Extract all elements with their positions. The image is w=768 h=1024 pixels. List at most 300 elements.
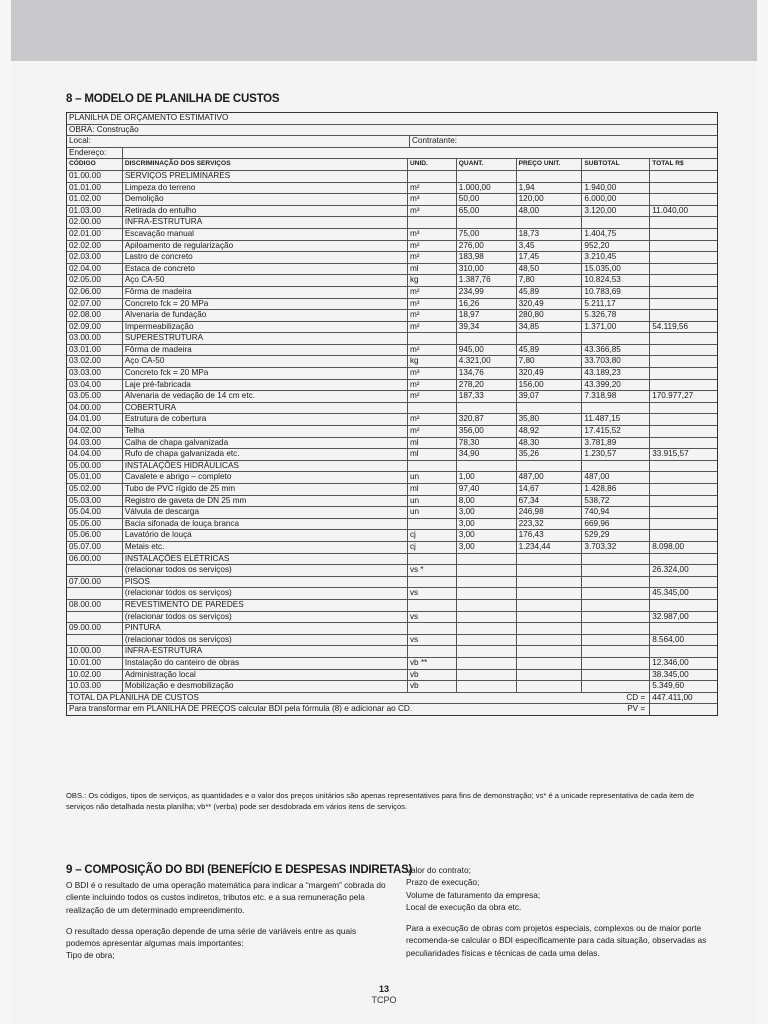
cell-unid xyxy=(408,171,457,182)
cell-total xyxy=(650,287,717,298)
header-preco: PREÇO UNIT. xyxy=(517,159,583,170)
cell-total xyxy=(650,333,717,344)
cell-subtotal xyxy=(582,612,650,623)
sheet-contratante: Contratante: xyxy=(412,136,458,146)
cell-total xyxy=(650,252,717,263)
pv-value xyxy=(650,704,717,715)
cell-subtotal xyxy=(582,171,650,182)
cell-unid xyxy=(408,577,457,588)
cell-unid: un xyxy=(408,507,457,518)
table-row xyxy=(67,438,717,450)
cell-unid: m³ xyxy=(408,229,457,240)
table-row xyxy=(67,542,717,554)
cell-discriminacao: Alvenaria de vedação de 14 cm etc. xyxy=(123,391,408,402)
cell-subtotal xyxy=(582,646,650,657)
cell-preco: 34,85 xyxy=(517,322,583,333)
cell-total xyxy=(650,241,717,252)
section-9-left-column xyxy=(66,879,391,962)
cd-label: CD = xyxy=(610,693,650,704)
sheet-obra: OBRA: Construção xyxy=(67,125,717,137)
cell-discriminacao: Válvula de descarga xyxy=(123,507,408,518)
cell-discriminacao: Aço CA-50 xyxy=(123,275,408,286)
cell-discriminacao: SERVIÇOS PRELIMINARES xyxy=(123,171,408,182)
cell-total xyxy=(650,507,717,518)
cell-quant: 183,98 xyxy=(457,252,517,263)
cell-codigo: 05.03.00 xyxy=(67,496,123,507)
cell-preco: 18,73 xyxy=(517,229,583,240)
cell-preco: 35,80 xyxy=(517,414,583,425)
cell-codigo xyxy=(67,635,123,646)
cell-subtotal: 3.781,89 xyxy=(582,438,650,449)
header-unid: UNID. xyxy=(408,159,457,170)
cell-quant: 18,97 xyxy=(457,310,517,321)
cell-preco: 320,49 xyxy=(517,368,583,379)
cell-unid: ml xyxy=(408,449,457,460)
cell-preco xyxy=(517,403,583,414)
cell-codigo: 05.00.00 xyxy=(67,461,123,472)
cell-discriminacao: Tubo de PVC rígido de 25 mm xyxy=(123,484,408,495)
cell-quant xyxy=(457,461,517,472)
cell-preco xyxy=(517,623,583,634)
cell-total xyxy=(650,438,717,449)
table-row xyxy=(67,217,717,229)
cell-subtotal: 11.487,15 xyxy=(582,414,650,425)
cell-quant xyxy=(457,217,517,228)
header-total: TOTAL R$ xyxy=(652,160,684,168)
total-label: TOTAL DA PLANILHA DE CUSTOS xyxy=(69,692,199,702)
cell-subtotal xyxy=(582,461,650,472)
cell-discriminacao: INFRA-ESTRUTURA xyxy=(123,646,408,657)
cell-subtotal: 15.035,00 xyxy=(582,264,650,275)
cell-unid: m² xyxy=(408,241,457,252)
cell-preco: 67,34 xyxy=(517,496,583,507)
cell-quant: 65,00 xyxy=(457,206,517,217)
cell-codigo: 09.00.00 xyxy=(67,623,123,634)
cell-unid: m² xyxy=(408,414,457,425)
cell-subtotal: 10.783,69 xyxy=(582,287,650,298)
cell-quant: 134,76 xyxy=(457,368,517,379)
cell-preco xyxy=(517,612,583,623)
cell-discriminacao: INFRA-ESTRUTURA xyxy=(123,217,408,228)
cell-codigo: 07.00.00 xyxy=(67,577,123,588)
cell-subtotal: 487,00 xyxy=(582,472,650,483)
cell-codigo: 08.00.00 xyxy=(67,600,123,611)
cell-total xyxy=(650,229,717,240)
cell-subtotal: 10.824,53 xyxy=(582,275,650,286)
cell-quant xyxy=(457,681,517,692)
cell-subtotal: 3.210,45 xyxy=(582,252,650,263)
cell-preco: 17,45 xyxy=(517,252,583,263)
cell-discriminacao: PISOS xyxy=(123,577,408,588)
cell-codigo: 03.01.00 xyxy=(67,345,123,356)
cell-codigo: 03.03.00 xyxy=(67,368,123,379)
cell-unid: m² xyxy=(408,426,457,437)
table-row xyxy=(67,577,717,589)
right-item-local: Local de execução da obra etc. xyxy=(406,901,522,912)
cell-unid xyxy=(408,403,457,414)
cell-unid: un xyxy=(408,472,457,483)
cell-quant: 34,90 xyxy=(457,449,517,460)
cell-discriminacao: PINTURA xyxy=(123,623,408,634)
cell-unid: ml xyxy=(408,264,457,275)
cell-preco: 48,50 xyxy=(517,264,583,275)
cell-unid: kg xyxy=(408,356,457,367)
cell-discriminacao: Cavalete e abrigo – completo xyxy=(123,472,408,483)
cell-codigo: 04.02.00 xyxy=(67,426,123,437)
cell-quant xyxy=(457,658,517,669)
cell-unid: m² xyxy=(408,183,457,194)
cell-subtotal: 1.940,00 xyxy=(582,183,650,194)
table-row xyxy=(67,183,717,195)
cell-unid: ml xyxy=(408,438,457,449)
cell-codigo: 04.01.00 xyxy=(67,414,123,425)
cell-codigo: 04.04.00 xyxy=(67,449,123,460)
cell-quant: 4.321,00 xyxy=(457,356,517,367)
cell-unid: vb ** xyxy=(408,658,457,669)
pv-row xyxy=(67,704,717,715)
cell-discriminacao: (relacionar todos os serviços) xyxy=(123,612,408,623)
cell-codigo: 05.02.00 xyxy=(67,484,123,495)
cell-discriminacao: Apiloamento de regularização xyxy=(123,241,408,252)
table-row xyxy=(67,588,717,600)
cell-quant: 3,00 xyxy=(457,530,517,541)
cell-preco xyxy=(517,600,583,611)
cell-quant: 320,87 xyxy=(457,414,517,425)
cell-total: 11.040,00 xyxy=(652,205,689,215)
table-row xyxy=(67,241,717,253)
table-row xyxy=(67,333,717,345)
cell-subtotal: 43.399,20 xyxy=(582,380,650,391)
cell-quant: 16,26 xyxy=(457,299,517,310)
cell-unid: m² xyxy=(408,287,457,298)
cell-unid xyxy=(408,217,457,228)
cell-codigo: 10.03.00 xyxy=(67,681,123,692)
cell-subtotal xyxy=(582,623,650,634)
cell-total: 170.977,27 xyxy=(652,391,694,401)
cell-discriminacao: Alvenaria de fundação xyxy=(123,310,408,321)
cell-preco: 246,98 xyxy=(517,507,583,518)
cell-subtotal: 43.366,85 xyxy=(582,345,650,356)
cell-unid xyxy=(408,623,457,634)
cell-total xyxy=(650,472,717,483)
pv-label: PV = xyxy=(610,704,650,715)
cell-unid: vs xyxy=(408,588,457,599)
cell-preco: 223,32 xyxy=(517,519,583,530)
total-row xyxy=(67,693,717,705)
cell-subtotal xyxy=(582,565,650,576)
cell-codigo: 05.06.00 xyxy=(67,530,123,541)
table-row xyxy=(67,414,717,426)
cell-total xyxy=(650,345,717,356)
cell-preco: 7,80 xyxy=(517,275,583,286)
table-row xyxy=(67,496,717,508)
cell-total xyxy=(650,194,717,205)
cell-codigo: 03.05.00 xyxy=(67,391,123,402)
cell-codigo: 02.05.00 xyxy=(67,275,123,286)
cell-quant xyxy=(457,588,517,599)
table-row xyxy=(67,345,717,357)
cell-subtotal xyxy=(582,658,650,669)
cell-total xyxy=(650,183,717,194)
cell-total xyxy=(650,426,717,437)
cell-codigo: 03.04.00 xyxy=(67,380,123,391)
cell-codigo: 01.01.00 xyxy=(67,183,123,194)
table-row xyxy=(67,356,717,368)
table-row xyxy=(67,681,717,693)
cell-codigo: 02.01.00 xyxy=(67,229,123,240)
cell-quant: 187,33 xyxy=(457,391,517,402)
cell-codigo: 01.02.00 xyxy=(67,194,123,205)
table-row xyxy=(67,646,717,658)
cell-discriminacao: Administração local xyxy=(123,670,408,681)
table-row xyxy=(67,171,717,183)
sheet-endereco: Endereço: xyxy=(67,148,123,159)
table-row xyxy=(67,612,717,624)
cell-unid: vb xyxy=(408,681,457,692)
header-discriminacao: DISCRIMINAÇÃO DOS SERVIÇOS xyxy=(123,159,408,170)
cell-unid xyxy=(408,600,457,611)
cell-codigo xyxy=(67,565,123,576)
cell-quant: 276,00 xyxy=(457,241,517,252)
cell-unid: m² xyxy=(408,380,457,391)
cell-codigo: 04.00.00 xyxy=(67,403,123,414)
right-item-prazo: Prazo de execução; xyxy=(406,877,480,888)
cell-total xyxy=(650,623,717,634)
cell-quant xyxy=(457,554,517,565)
cell-discriminacao: Concreto fck = 20 MPa xyxy=(123,299,408,310)
cell-total xyxy=(650,403,717,414)
table-row xyxy=(67,380,717,392)
cell-total: 12.346,00 xyxy=(652,657,689,667)
cell-preco: 45,89 xyxy=(517,287,583,298)
cell-unid xyxy=(408,554,457,565)
cell-subtotal: 529,29 xyxy=(582,530,650,541)
section-9-paragraph-1: O BDI é o resultado de uma operação matemática para indicar a “margem” cobrada do cliente incluindo todos os custos indiretos, tributos etc. e a sua remuneração pela realização de um determinado empreendimento. xyxy=(66,880,386,915)
cell-quant: 278,20 xyxy=(457,380,517,391)
cell-subtotal: 1.428,86 xyxy=(582,484,650,495)
table-row xyxy=(67,403,717,415)
cell-total: 33.915,57 xyxy=(652,449,689,459)
page-brand: TCPO xyxy=(371,995,397,1005)
cell-discriminacao: Rufo de chapa galvanizada etc. xyxy=(123,449,408,460)
cell-preco xyxy=(517,646,583,657)
cell-subtotal: 1.371,00 xyxy=(582,322,650,333)
cell-discriminacao: Impermeabilização xyxy=(123,322,408,333)
table-row xyxy=(67,275,717,287)
cell-codigo: 02.04.00 xyxy=(67,264,123,275)
cell-total xyxy=(650,461,717,472)
cell-quant: 310,00 xyxy=(457,264,517,275)
cell-quant: 78,30 xyxy=(457,438,517,449)
cell-codigo: 05.01.00 xyxy=(67,472,123,483)
cell-total: 45.345,00 xyxy=(652,588,689,598)
table-row xyxy=(67,322,717,334)
cell-preco: 3,45 xyxy=(517,241,583,252)
cell-subtotal xyxy=(582,681,650,692)
cell-subtotal xyxy=(582,600,650,611)
cell-subtotal: 17.415,52 xyxy=(582,426,650,437)
cell-preco: 320,49 xyxy=(517,299,583,310)
table-row xyxy=(67,658,717,670)
table-row xyxy=(67,449,717,461)
cell-discriminacao: REVESTIMENTO DE PAREDES xyxy=(123,600,408,611)
cd-value: 447.411,00 xyxy=(652,692,693,702)
cell-unid: vs xyxy=(408,635,457,646)
cell-total xyxy=(650,519,717,530)
cell-unid: vs xyxy=(408,612,457,623)
cell-preco: 39,07 xyxy=(517,391,583,402)
cell-subtotal: 7.318,98 xyxy=(582,391,650,402)
cell-total xyxy=(650,264,717,275)
cell-codigo: 01.03.00 xyxy=(67,206,123,217)
cell-discriminacao: INSTALAÇÕES ELÉTRICAS xyxy=(123,554,408,565)
cell-preco xyxy=(517,217,583,228)
cell-subtotal: 1.230,57 xyxy=(582,449,650,460)
cell-subtotal xyxy=(582,403,650,414)
cell-total xyxy=(650,368,717,379)
table-row xyxy=(67,600,717,612)
cell-unid: cj xyxy=(408,530,457,541)
cell-preco: 487,00 xyxy=(517,472,583,483)
cell-unid: m³ xyxy=(408,368,457,379)
table-row xyxy=(67,530,717,542)
cell-total xyxy=(650,310,717,321)
cell-codigo: 01.00.00 xyxy=(67,171,123,182)
cell-total xyxy=(650,600,717,611)
cell-total xyxy=(650,414,717,425)
cell-quant: 3,00 xyxy=(457,542,517,553)
cell-preco xyxy=(517,577,583,588)
cell-discriminacao: Instalação do canteiro de obras xyxy=(123,658,408,669)
cell-codigo: 02.00.00 xyxy=(67,217,123,228)
cell-unid: m² xyxy=(408,252,457,263)
cell-total xyxy=(650,496,717,507)
table-row xyxy=(67,554,717,566)
cell-discriminacao: Estrutura de cobertura xyxy=(123,414,408,425)
cell-quant: 3,00 xyxy=(457,507,517,518)
cell-unid: vs * xyxy=(408,565,457,576)
cell-unid: m³ xyxy=(408,194,457,205)
cell-preco: 48,30 xyxy=(517,438,583,449)
cell-preco xyxy=(517,588,583,599)
cell-subtotal xyxy=(582,635,650,646)
cell-discriminacao: Estaca de concreto xyxy=(123,264,408,275)
cell-subtotal: 1.404,75 xyxy=(582,229,650,240)
cell-preco: 280,80 xyxy=(517,310,583,321)
header-codigo: CÓDIGO xyxy=(67,159,123,170)
section-9-paragraph-2: O resultado dessa operação depende de uma série de variáveis entre as quais podemos apresentar algumas mais importantes: xyxy=(66,925,357,949)
transform-label: Para transformar em PLANILHA DE PREÇOS calcular BDI pela fórmula (8) e adicionar ao CD. xyxy=(69,704,413,714)
table-row xyxy=(67,484,717,496)
cell-discriminacao: Lavatório de louça xyxy=(123,530,408,541)
cell-total: 5.349,60 xyxy=(652,681,685,691)
cell-discriminacao: Retirada do entulho xyxy=(123,206,408,217)
cell-preco: 48,92 xyxy=(517,426,583,437)
cell-quant xyxy=(457,600,517,611)
table-row xyxy=(67,287,717,299)
cell-codigo: 05.04.00 xyxy=(67,507,123,518)
cell-quant: 39,34 xyxy=(457,322,517,333)
cell-total xyxy=(650,299,717,310)
cell-codigo: 02.09.00 xyxy=(67,322,123,333)
cell-preco: 1,94 xyxy=(517,183,583,194)
cell-quant xyxy=(457,403,517,414)
cell-preco xyxy=(517,565,583,576)
cell-quant: 3,00 xyxy=(457,519,517,530)
cell-quant xyxy=(457,623,517,634)
cell-quant xyxy=(457,333,517,344)
cell-subtotal xyxy=(582,217,650,228)
cell-quant: 356,00 xyxy=(457,426,517,437)
right-item-volume: Volume de faturamento da empresa; xyxy=(406,889,541,900)
cell-total xyxy=(650,530,717,541)
table-row xyxy=(67,206,717,218)
cell-discriminacao: Fôrma de madeira xyxy=(123,287,408,298)
cell-quant: 945,00 xyxy=(457,345,517,356)
cell-total: 32.987,00 xyxy=(652,611,689,621)
cell-unid xyxy=(408,646,457,657)
cell-total: 54.119,56 xyxy=(652,321,689,331)
cell-codigo: 02.03.00 xyxy=(67,252,123,263)
cell-preco: 120,00 xyxy=(517,194,583,205)
cell-quant xyxy=(457,646,517,657)
cell-discriminacao: INSTALAÇÕES HIDRÁULICAS xyxy=(123,461,408,472)
table-row xyxy=(67,252,717,264)
cell-subtotal xyxy=(582,670,650,681)
sheet-local-row xyxy=(67,136,717,148)
cell-discriminacao: SUPERESTRUTURA xyxy=(123,333,408,344)
cell-discriminacao: Bacia sifonada de louça branca xyxy=(123,519,408,530)
right-item-valor: Valor do contrato; xyxy=(406,865,471,875)
cell-quant: 75,00 xyxy=(457,229,517,240)
table-row xyxy=(67,472,717,484)
cell-total xyxy=(650,356,717,367)
cell-preco xyxy=(517,658,583,669)
cell-total: 8.564,00 xyxy=(652,634,685,644)
cell-unid xyxy=(408,461,457,472)
cell-unid: m³ xyxy=(408,206,457,217)
section-9-item-tipo: Tipo de obra; xyxy=(66,950,115,961)
cell-unid: m² xyxy=(408,322,457,333)
cell-quant xyxy=(457,670,517,681)
cell-total xyxy=(650,171,717,182)
table-row xyxy=(67,623,717,635)
page-number: 13 xyxy=(378,984,389,994)
cell-quant xyxy=(457,565,517,576)
cell-unid xyxy=(408,333,457,344)
cell-codigo: 02.06.00 xyxy=(67,287,123,298)
table-header xyxy=(67,159,717,171)
table-row xyxy=(67,519,717,531)
cell-codigo xyxy=(67,588,123,599)
table-row xyxy=(67,670,717,682)
cell-total xyxy=(650,577,717,588)
cell-codigo xyxy=(67,612,123,623)
cell-preco: 176,43 xyxy=(517,530,583,541)
cell-discriminacao: Lastro de concreto xyxy=(123,252,408,263)
section-8-title: 8 – MODELO DE PLANILHA DE CUSTOS xyxy=(66,93,280,105)
table-row xyxy=(67,426,717,438)
cell-subtotal: 3.120,00 xyxy=(582,206,650,217)
cell-quant: 50,00 xyxy=(457,194,517,205)
cell-codigo: 04.03.00 xyxy=(67,438,123,449)
cell-preco: 1.234,44 xyxy=(517,542,583,553)
table-row xyxy=(67,391,717,403)
cell-total xyxy=(650,484,717,495)
cell-subtotal xyxy=(582,588,650,599)
table-row xyxy=(67,264,717,276)
cell-unid: m³ xyxy=(408,299,457,310)
